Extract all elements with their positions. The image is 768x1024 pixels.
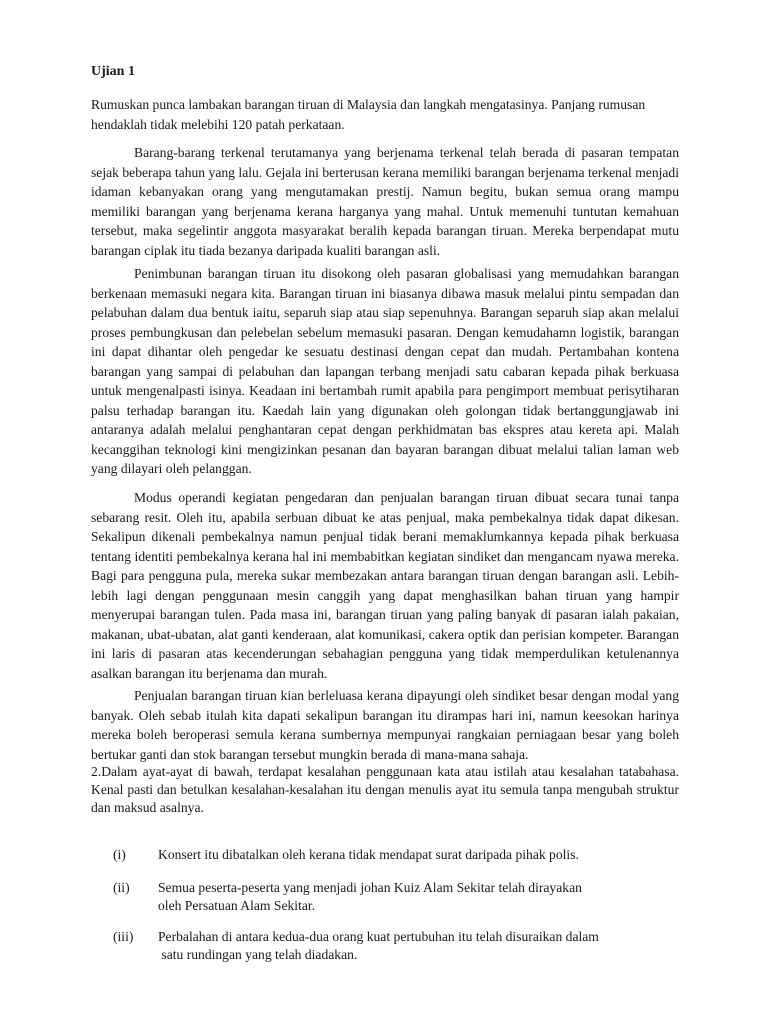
- question-2-instruction: 2.Dalam ayat-ayat di bawah, terdapat kesalahan penggunaan kata atau istilah atau kesalahan tatabahasa. Kenal pasti dan betulkan kesalahan-kesalahan itu dengan menulis ayat itu semula tanpa mengubah struktur dan maksud asalnya.: [91, 764, 679, 815]
- item-sentence: Konsert itu dibatalkan oleh kerana tidak mendapat surat daripada pihak polis.: [158, 847, 579, 862]
- paragraph-4: Penjualan barangan tiruan kian berleluasa kerana dipayungi oleh sindiket besar dengan modal yang banyak. Oleh sebab itulah kita dapati sekalipun barangan itu dirampas hari ini, namun keesokan harinya mereka boleh beroperasi semula kerana sumbernya mempunyai rangkaian perniagaan besar yang boleh bertukar ganti dan stok barangan tersebut mungkin berada di mana-mana sahaja.: [91, 688, 679, 762]
- paragraph-1: Barang-barang terkenal terutamanya yang berjenama terkenal telah berada di pasaran tempatan sejak beberapa tahun yang lalu. Gejala ini berterusan kerana memiliki barangan berjenama terkenal menjadi idaman kebanyakan orang yang mengutamakan prestij. Namun begitu, bukan semua orang mampu memiliki barangan yang berjenama kerana harganya yang mahal. Untuk memenuhi tuntutan kemahuan tersebut, maka segelintir anggota masyarakat beralih kepada barangan tiruan. Mereka berpendapat mutu barangan ciplak itu tiada bezanya daripada kualiti barangan asli.: [91, 145, 679, 258]
- instruction-text: Rumuskan punca lambakan barangan tiruan di Malaysia dan langkah mengatasinya. Panjang rumusan hendaklah tidak melebihi 120 patah perkataan.: [91, 97, 646, 132]
- paragraph-3: Modus operandi kegiatan pengedaran dan penjualan barangan tiruan dibuat secara tunai tanpa sebarang resit. Oleh itu, apabila serbuan dibuat ke atas penjual, maka pembekalnya tidak dapat dikesan. Sekalipun dikenali pembekalnya namun penjual tidak berani memaklumkannya kepada pihak berkuasa tentang identiti pembekalnya kerana hal ini membabitkan kegiatan sindiket dan mengancam nyawa mereka. Bagi para pengguna pula, mereka sukar membezakan antara barangan tiruan dengan barangan asli. Lebih-lebih lagi dengan penggunaan mesin canggih yang dapat menghasilkan bahan tiruan yang hampir menyerupai barangan tulen. Pada masa ini, barangan tiruan yang paling banyak di pasaran ialah pakaian, makanan, ubat-ubatan, alat ganti kenderaan, alat komunikasi, cakera optik dan perisian kompeter. Barangan ini laris di pasaran atas kecenderungan sebahagian pengguna yang tidak memperdulikan ketulenannya asalkan barangan itu berjenama dan murah.: [91, 490, 679, 681]
- test-title: Ujian 1: [91, 64, 135, 79]
- item-sentence-line-1: Perbalahan di antara kedua-dua orang kuat pertubuhan itu telah disuraikan dalam: [158, 929, 599, 944]
- item-number: (iii): [113, 929, 134, 944]
- item-sentence-line-2: oleh Persatuan Alam Sekitar.: [158, 898, 316, 913]
- item-sentence-line-2: satu rundingan yang telah diadakan.: [158, 947, 358, 962]
- item-number: (i): [113, 847, 126, 862]
- item-sentence: [158, 879, 678, 915]
- item-number: (ii): [113, 880, 130, 895]
- item-sentence-line-1: Semua peserta-peserta yang menjadi johan Kuiz Alam Sekitar telah dirayakan: [158, 880, 582, 895]
- paragraph-2: Penimbunan barangan tiruan itu disokong oleh pasaran globalisasi yang memudahkan barangan berkenaan memasuki negara kita. Barangan tiruan ini biasanya dibawa masuk melalui pintu sempadan dan pelabuhan dalam dua bentuk iaitu, separuh siap atau siap sepenuhnya. Barangan separuh siap akan melalui proses pembungkusan dan pelebelan sebelum memasuki pasaran. Dengan kemudahamn logistik, barangan ini dapat dihantar oleh pengedar ke sesuatu destinasi dengan cepat dan mudah. Pertambahan kontena barangan yang sampai di pelabuhan dan lapangan terbang menjadi satu cabaran kepada pihak berkuasa untuk mengenalpasti isinya. Keadaan ini bertambah rumit apabila para pengimport membuat perisytiharan palsu terhadap barangan itu. Kaedah lain yang digunakan oleh golongan tidak bertanggungjawab ini antaranya adalah melalui penghantaran cepat dengan perkhidmatan bas ekspres atau kereta api. Malah kecanggihan teknologi kini mengizinkan pesanan dan bayaran barangan dibuat melalui talian laman web yang dilayari oleh pelanggan.: [91, 266, 679, 476]
- item-sentence: [158, 928, 678, 964]
